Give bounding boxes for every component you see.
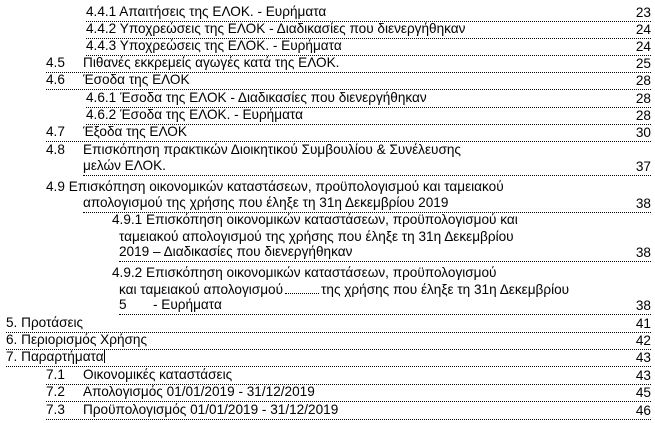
toc-page-number: 28	[635, 108, 651, 123]
toc-entry-4-4-3[interactable]	[86, 38, 651, 56]
toc-entry-4-6[interactable]	[46, 72, 651, 90]
toc-number: 4.7	[46, 124, 65, 139]
toc-page-number: 46	[635, 403, 651, 418]
toc-title: Πιθανές εκκρεμείς αγωγές κατά της ΕΛΟΚ.	[83, 55, 340, 70]
toc-number: 4.6	[46, 72, 65, 87]
toc-entry-4-8-cont[interactable]	[83, 158, 651, 176]
toc-title: Προτάσεις	[21, 315, 84, 330]
toc-entry-4-9-2-end[interactable]	[119, 297, 651, 315]
toc-title-line-3a: 5	[119, 297, 127, 312]
toc-number: 4.9	[46, 179, 65, 194]
toc-number: 6.	[6, 332, 18, 347]
toc-number: 4.6.1	[86, 90, 117, 105]
toc-title-line-1: Επισκόπηση οικονομικών καταστάσεων, προϋπολογισμού και	[146, 212, 518, 227]
toc-entry-4-7[interactable]	[46, 124, 651, 142]
toc-title-line-3b: - Ευρήματα	[153, 297, 222, 312]
toc-title-line-2: μελών ΕΛΟΚ.	[83, 158, 651, 176]
toc-entry-5[interactable]	[6, 315, 651, 333]
toc-entry-4-4-2[interactable]	[86, 21, 651, 39]
toc-title-line-2: ταμειακού απολογισμού της χρήσης που έληξε τη 31η Δεκεμβρίου	[119, 229, 514, 244]
toc-entry-4-4-1[interactable]	[86, 4, 651, 22]
toc-number: 4.4.1	[86, 4, 117, 19]
toc-page-number: 37	[635, 159, 651, 174]
toc-number: 7.3	[46, 402, 65, 417]
toc-entry-7-2[interactable]	[46, 384, 651, 402]
toc-title: Έσοδα της ΕΛΟΚ - Διαδικασίες που διενεργήθηκαν	[120, 90, 427, 105]
toc-page-number: 38	[635, 298, 651, 313]
toc-title: Περιορισμός Χρήσης	[21, 332, 148, 347]
toc-page-number: 24	[635, 22, 651, 37]
toc-title: Απολογισμός 01/01/2019 - 31/12/2019	[83, 384, 315, 399]
toc-page-number: 28	[635, 73, 651, 88]
toc-page-number: 24	[635, 39, 651, 54]
toc-number: 4.9.1	[112, 212, 143, 227]
toc-title: Οικονομικές καταστάσεις	[83, 367, 233, 382]
toc-entry-4-9-1-end[interactable]	[119, 244, 651, 262]
toc-entry-4-9-2[interactable]	[112, 265, 496, 281]
toc-number: 7.2	[46, 384, 65, 399]
toc-page-number: 25	[635, 56, 651, 71]
toc-title: Έσοδα της ΕΛΟΚ	[83, 72, 190, 87]
toc-page-number: 28	[635, 91, 651, 106]
toc-entry-4-9-2-cont	[119, 282, 569, 298]
toc-entry-7-1[interactable]	[46, 367, 651, 385]
toc-page-number: 43	[635, 368, 651, 383]
toc-page-number: 38	[635, 196, 651, 211]
toc-title: Υποχρεώσεις της ΕΛΟΚ - Διαδικασίες που διενεργήθηκαν	[119, 21, 466, 36]
toc-page-number: 23	[635, 5, 651, 20]
toc-title: Απαιτήσεις της ΕΛΟΚ. - Ευρήματα	[119, 4, 327, 19]
toc-page-number: 43	[635, 350, 651, 365]
toc-number: 7.	[6, 349, 18, 364]
toc-title: Έξοδα της ΕΛΟΚ	[83, 124, 187, 139]
toc-title: Υποχρεώσεις της ΕΛΟΚ. - Ευρήματα	[119, 38, 342, 53]
toc-title-line-2b: της χρήσης που έληξε τη 31η Δεκεμβρίου	[321, 282, 570, 297]
toc-entry-4-9-cont[interactable]	[83, 195, 651, 213]
toc-entry-4-9-1-cont	[119, 229, 514, 245]
toc-title: Προϋπολογισμός 01/01/2019 - 31/12/2019	[83, 402, 339, 417]
toc-title-line-1: Επισκόπηση πρακτικών Διοικητικού Συμβουλίου & Συνέλευσης	[83, 142, 461, 157]
toc-number: 4.4.2	[86, 21, 117, 36]
toc-page-number: 41	[635, 316, 651, 331]
toc-number: 4.6.2	[86, 107, 117, 122]
toc-number: 4.9.2	[112, 265, 143, 280]
toc-number: 5.	[6, 315, 18, 330]
toc-entry-4-9-1[interactable]	[112, 212, 518, 228]
text-cursor	[104, 349, 105, 363]
toc-title-line-1: Επισκόπηση οικονομικών καταστάσεων, προϋπολογισμού και ταμειακού	[68, 179, 504, 194]
toc-entry-7-3[interactable]	[46, 402, 651, 420]
toc-title-line-3: 2019 – Διαδικασίες που διενεργήθηκαν	[119, 244, 651, 262]
toc-page-number: 42	[635, 333, 651, 348]
toc-entry-4-9[interactable]	[46, 179, 504, 195]
toc-number: 7.1	[46, 367, 65, 382]
toc-title-line-1: Επισκόπηση οικονομικών καταστάσεων, προϋπολογισμού	[146, 265, 497, 280]
toc-entry-7[interactable]	[6, 349, 651, 367]
toc-number: 4.5	[46, 55, 65, 70]
toc-entry-6[interactable]	[6, 332, 651, 350]
toc-page-number: 30	[635, 125, 651, 140]
toc-entry-4-6-2[interactable]	[86, 107, 651, 125]
toc-title-line-2: απολογισμού της χρήσης που έληξε τη 31η Δεκεμβρίου 2019	[83, 195, 651, 213]
toc-title: Έσοδα της ΕΛΟΚ. - Ευρήματα	[120, 107, 303, 122]
toc-number: 4.4.3	[86, 38, 117, 53]
dot-leader	[285, 293, 319, 294]
toc-page-number: 38	[635, 245, 651, 260]
toc-entry-4-6-1[interactable]	[86, 90, 651, 108]
toc-entry-4-5[interactable]	[46, 55, 651, 73]
toc-number: 4.8	[46, 142, 65, 157]
toc-title: Παραρτήματα	[21, 349, 104, 364]
toc-page-number: 45	[635, 385, 651, 400]
toc-title-line-2a: και ταμειακού απολογισμού	[119, 282, 284, 297]
toc-entry-4-8[interactable]	[46, 142, 461, 158]
